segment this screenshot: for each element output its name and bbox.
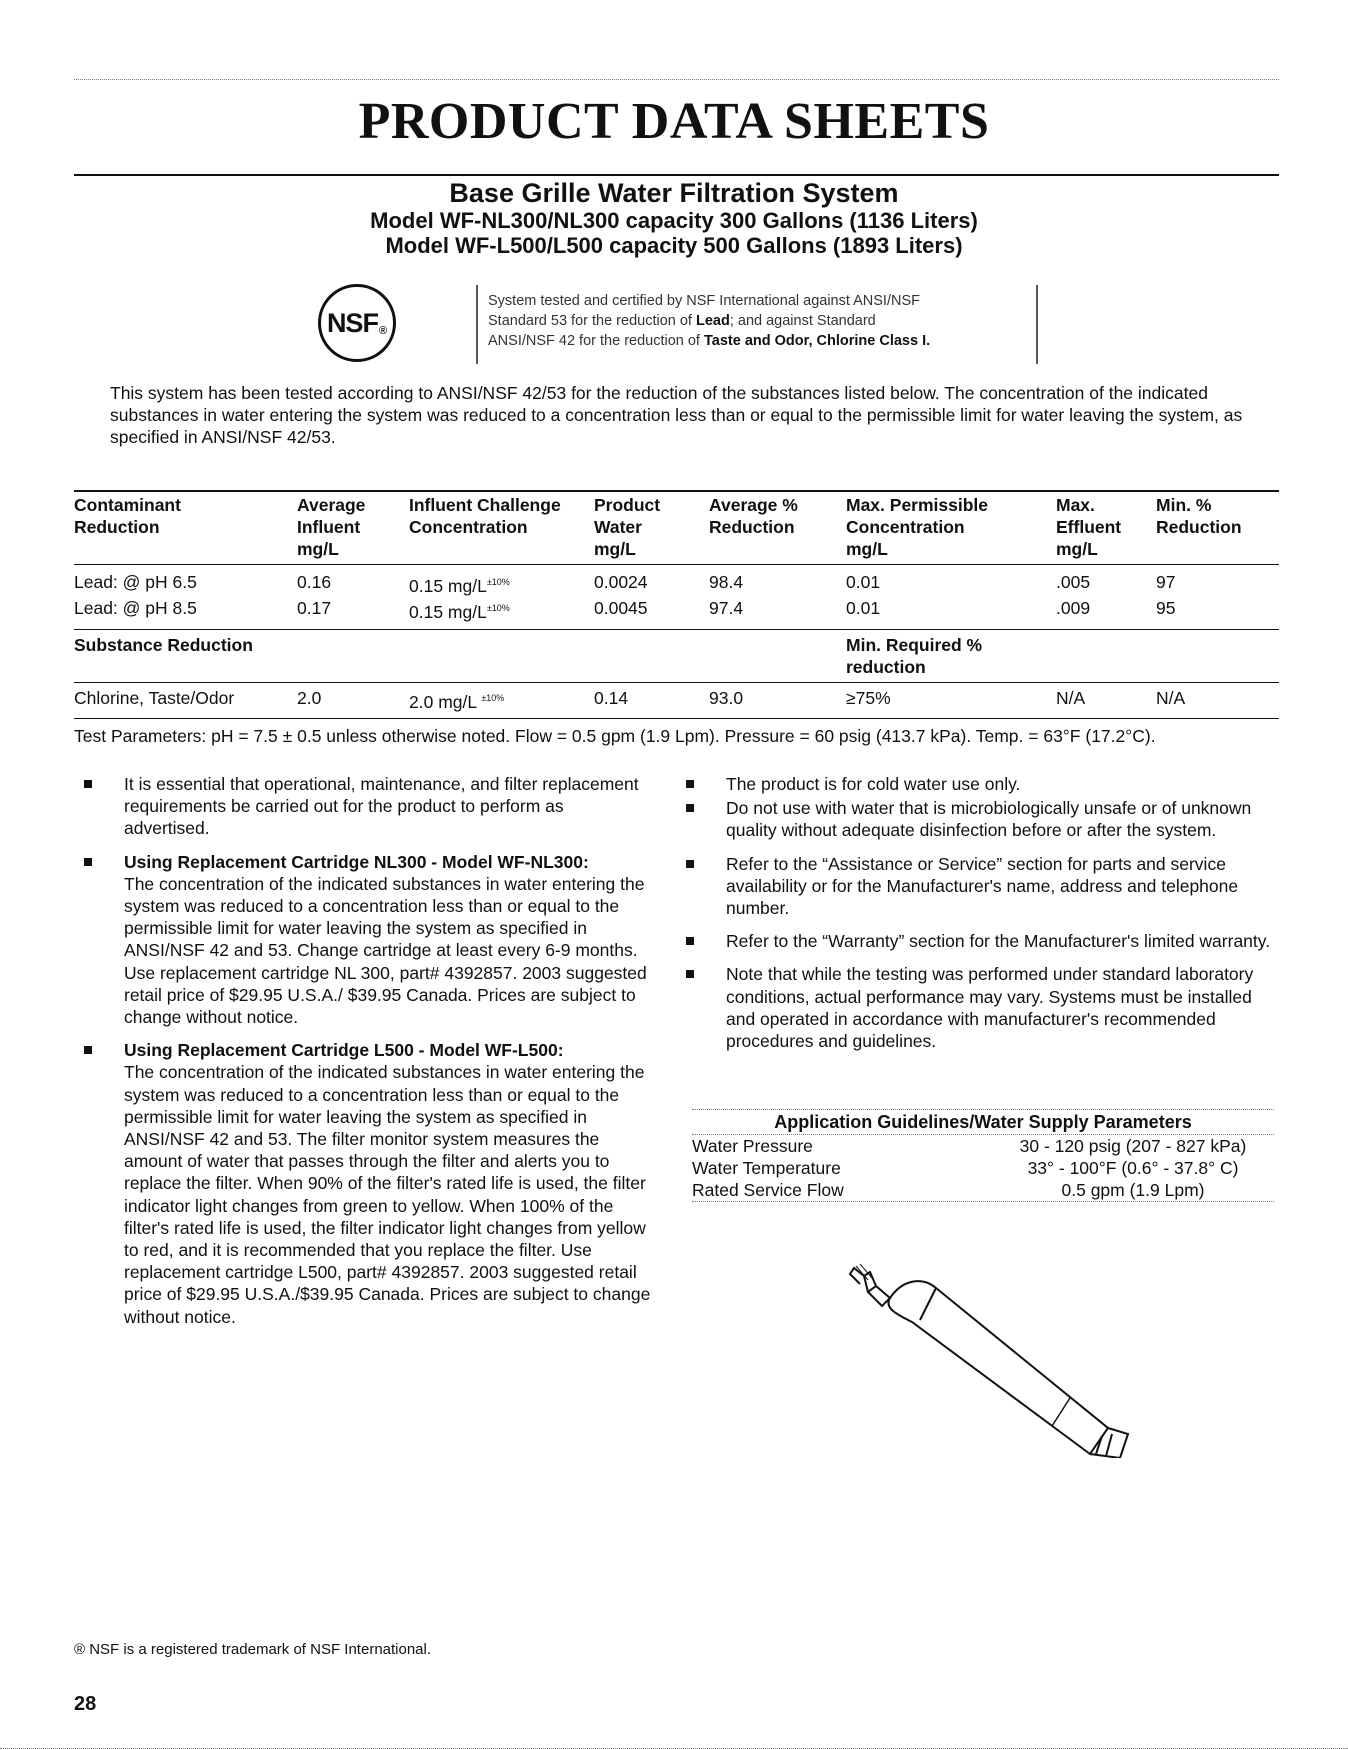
intro-paragraph: This system has been tested according to ANSI/NSF 42/53 for the reduction of the substances listed below. The concentration of the indicated substances in water entering the system was reduced to a concentration less than or equal to the permissible limit for water leaving the system, as specified in ANSI/NSF 42/53.: [110, 383, 1243, 447]
list-item: Refer to the “Warranty” section for the Manufacturer's limited warranty.: [686, 930, 1276, 952]
guide-bottom-rule: [692, 1201, 1274, 1202]
nsf-logo-mark: ®: [378, 325, 388, 337]
header-contaminant: Contaminant Reduction: [74, 491, 297, 565]
list-item: Using Replacement Cartridge NL300 - Model WF-NL300: The concentration of the indicated substances in water entering the system was reduced to a concentration less than or equal to the permissible limit for water leaving the system as specified in ANSI/NSF 42 and 53. Change cartridge at least every 6-9 months. Use replacement cartridge NL 300, part# 4392857. 2003 suggested retail price of $29.95 U.S.A./ $39.95 Canada. Prices are subject to change without notice.: [84, 851, 654, 1029]
cert-line-1: System tested and certified by NSF International against ANSI/NSF: [488, 293, 920, 309]
header-substance-reduction: Substance Reduction: [74, 629, 846, 682]
test-parameters: Test Parameters: pH = 7.5 ± 0.5 unless otherwise noted. Flow = 0.5 gpm (1.9 Lpm). Pressure = 60 psig (413.7 kPa). Temp. = 63°F (17.2°C).: [74, 726, 1156, 746]
list-item: Note that while the testing was performed under standard laboratory conditions, actual performance may vary. Systems must be installed and operated in accordance with manufacturer's recommended procedures and guidelines.: [686, 963, 1276, 1052]
page-number: 28: [74, 1693, 97, 1715]
cert-line-2: Standard 53 for the reduction of Lead; and against Standard: [488, 313, 876, 329]
title-rule: [74, 174, 1279, 176]
list-item: Do not use with water that is microbiologically unsafe or of unknown quality without adequate disinfection before or after the system.: [686, 797, 1276, 841]
header-influent-challenge: Influent Challenge Concentration: [409, 491, 594, 565]
filter-cartridge-illustration: [840, 1258, 1130, 1458]
guide-row: Water Pressure 30 - 120 psig (207 - 827 kPa): [692, 1136, 1247, 1156]
list-item: Refer to the “Assistance or Service” section for parts and service availability or for the Manufacturer's name, address and telephone number.: [686, 853, 1276, 920]
bottom-dotted-rule: [0, 1748, 1348, 1749]
table-header-row: [74, 491, 1279, 565]
table-row: Chlorine, Taste/Odor 2.0 2.0 mg/L $^{\pm 10\%}$ 0.14 93.0 ≥75% N/A N/A: [74, 682, 1279, 719]
list-item: The product is for cold water use only.: [686, 773, 1276, 795]
nsf-logo-text: NSF: [326, 307, 378, 338]
nsf-logo: [318, 284, 396, 362]
header-max-permissible: Max. Permissible Concentration mg/L: [846, 491, 1056, 565]
page-title: PRODUCT DATA SHEETS: [358, 93, 990, 150]
header-average-reduction: Average % Reduction: [709, 491, 846, 565]
certification-box: [476, 285, 1038, 364]
substance-header-row: [74, 629, 1279, 682]
header-min-reduction: Min. % Reduction: [1156, 491, 1279, 565]
trademark-footnote: ® NSF is a registered trademark of NSF International.: [74, 1641, 432, 1658]
header-max-effluent: Max. Effluent mg/L: [1056, 491, 1156, 565]
list-item: Using Replacement Cartridge L500 - Model WF-L500: The concentration of the indicated substances in water entering the system was reduced to a concentration less than or equal to the permissible limit for water leaving the system as specified in ANSI/NSF 42 and 53. The filter monitor system measures the amount of water that passes through the filter and alerts you to replace the filter. When 90% of the filter's rated life is used, the filter indicator light changes from green to yellow. When 100% of the filter's rated life is used, the filter indicator light changes from yellow to red, and it is recommended that you replace the filter. Use replacement cartridge L500, part# 4392857. 2003 suggested retail price of $29.95 U.S.A./$39.95 Canada. Prices are subject to change without notice.: [84, 1039, 654, 1328]
model-line-1: Model WF-NL300/NL300 capacity 300 Gallons (1136 Liters): [370, 208, 978, 233]
model-line-2: Model WF-L500/L500 capacity 500 Gallons (1893 Liters): [385, 233, 963, 258]
table-row: Lead: @ pH 8.5 0.17 0.15 $mg/L^{\pm 10\%}$ 0.0045 97.4 0.01 .009 95: [74, 597, 1176, 622]
guide-row: Rated Service Flow 0.5 gpm (1.9 Lpm): [692, 1180, 1205, 1200]
right-bullet-column: [686, 773, 1276, 1063]
header-min-required: Min. Required % reduction: [846, 629, 1279, 682]
guide-title: Application Guidelines/Water Supply Parameters: [774, 1112, 1192, 1132]
cert-line-3: ANSI/NSF 42 for the reduction of Taste and Odor, Chlorine Class I.: [488, 333, 931, 349]
header-average-influent: Average Influent mg/L: [297, 491, 409, 565]
list-item: It is essential that operational, maintenance, and filter replacement requirements be carried out for the product to perform as advertised.: [84, 773, 654, 840]
table-row: Lead: @ pH 6.5 0.16 0.15 $mg/L^{\pm 10\%}$ 0.0024 98.4 0.01 .005 97: [74, 572, 1176, 596]
header-product-water: Product Water mg/L: [594, 491, 709, 565]
guide-row: Water Temperature 33° - 100°F (0.6° - 37.8° C): [692, 1158, 1239, 1178]
top-dotted-rule: [74, 79, 1279, 80]
application-guidelines: [692, 1109, 1274, 1202]
contaminant-table: [74, 490, 1279, 719]
left-bullet-column: [84, 773, 654, 1339]
product-title: Base Grille Water Filtration System: [449, 178, 899, 208]
